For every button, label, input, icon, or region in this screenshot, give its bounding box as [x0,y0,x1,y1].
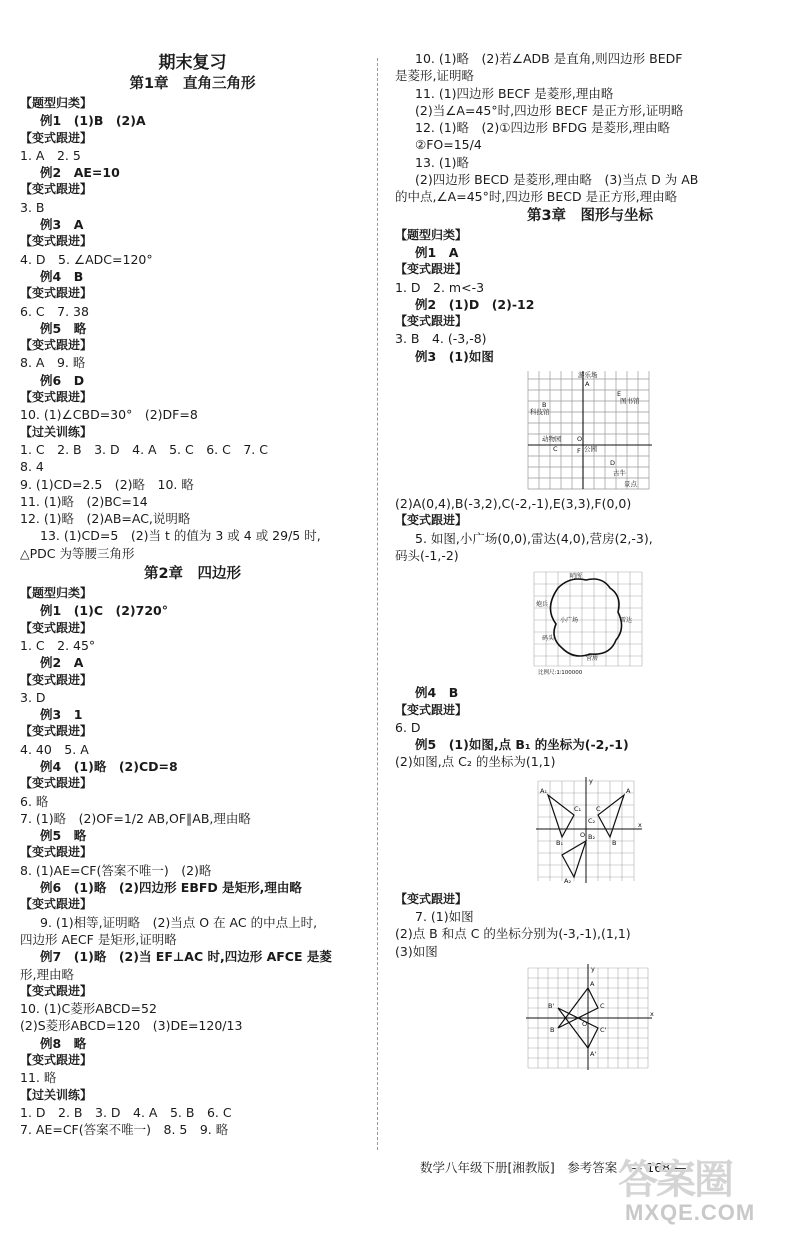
fig3-label-x: x [638,820,642,829]
answer-line: 7. (1)略 (2)OF=1/2 AB,OF∥AB,理由略 [20,810,251,826]
answer-line: 7. AE=CF(答案不唯一) 8. 5 9. 略 [20,1122,229,1138]
chapter2-title: 第2章 四边形 [143,566,242,583]
example-answer: 例6 D [40,372,85,388]
answer-line: △PDC 为等腰三角形 [20,545,135,561]
section-tag: 【变式跟进】 [20,286,93,301]
fig1-label-place5: 公园 [584,445,597,454]
fig2-label-2: 炮兵 [536,601,549,609]
answer-line: 1. D 2. B 3. D 4. A 5. B 6. C [20,1104,232,1120]
answer-line: 12. (1)略 (2)AB=AC,说明略 [20,511,191,527]
answer-line: 4. D 5. ∠ADC=120° [20,251,153,267]
section-tag: 【变式跟进】 [20,983,93,998]
fig1-label-place4: 动物园 [542,435,562,444]
fig4-label-y: y [591,964,595,973]
fig4-label-C2: C' [600,1025,607,1034]
section-tag: 【变式跟进】 [20,620,93,635]
fig1-label-O: O [577,435,583,444]
section-tag: 【题型归类】 [20,96,93,110]
section-tag: 【变式跟进】 [20,776,93,791]
section-tag: 【变式跟进】 [395,262,468,277]
answer-line: (3)如图 [395,943,438,959]
fig3-label-C2: C₂ [588,816,596,825]
fig1-label-place7: 景点 [624,480,637,489]
fig1-label-F: F [577,447,581,456]
section-tag: 【过关训练】 [20,424,93,439]
example-answer: 例4 B [415,685,459,701]
answer-line: (2)如图,点 C₂ 的坐标为(1,1) [395,754,556,770]
fig4-label-A2: A' [590,1049,597,1058]
fig3-label-A2: A₂ [564,876,572,885]
answer-line: (2)当∠A=45°时,四边形 BECF 是正方形,证明略 [415,102,684,118]
example-answer: 例1 A [415,244,459,260]
answer-line: 11. 略 [20,1070,57,1086]
answer-line: 形,理由略 [20,966,74,982]
page-footer: 数学八年级下册[湘教版] 参考答案 — 168 — [420,1160,687,1175]
example-answer: 例2 (1)D (2)-12 [415,296,535,312]
section-tag: 【题型归类】 [20,586,93,601]
answer-line: 11. (1)略 (2)BC=14 [20,493,148,509]
section-tag: 【变式跟进】 [20,338,93,353]
fig3-label-C1: C₁ [574,804,582,813]
chapter1-answers [20,95,365,562]
answer-line: 12. (1)略 (2)①四边形 BFDG 是菱形,理由略 [415,120,670,136]
figure-reflection [524,964,656,1072]
chapter3-answers-b [395,495,785,564]
watermark-logo: 答案圈 [618,1157,732,1203]
section-tag: 【变式跟进】 [395,702,468,717]
answer-line: 13. (1)CD=5 (2)当 t 的值为 3 或 4 或 29/5 时, [40,528,321,544]
example-answer: 例4 (1)略 (2)CD=8 [40,758,178,774]
answer-line: 8. 4 [20,459,44,475]
fig3-label-A: A [626,786,631,795]
section-tag: 【变式跟进】 [20,390,93,405]
answer-line: 5. 如图,小广场(0,0),雷达(4,0),营房(2,-3), [415,530,653,546]
answer-line: (2)A(0,4),B(-3,2),C(-2,-1),E(3,3),F(0,0) [395,496,632,512]
answer-line: 的中点,∠A=45°时,四边形 BECD 是正方形,理由略 [395,189,678,205]
column-divider [377,58,378,1150]
example-answer: 例3 (1)如图 [415,348,494,364]
section-tag: 【变式跟进】 [20,130,93,145]
answer-line: 13. (1)略 [415,154,470,170]
figure-triangle-transform [534,775,646,887]
section-tag: 【题型归类】 [395,227,468,242]
chapter3-title: 第3章 图形与坐标 [526,207,654,224]
section-tag: 【变式跟进】 [395,891,468,906]
fig3-label-B: B [612,838,617,847]
answer-line: 6. C 7. 38 [20,303,89,319]
answer-line: 四边形 AECF 是矩形,证明略 [20,931,177,947]
fig1-label-place3: 科技馆 [530,408,550,417]
answer-line: 7. (1)如图 [415,909,474,925]
fig1-label-A: A [585,380,590,389]
example-answer: 例2 AE=10 [40,165,120,181]
left-column [20,50,365,1139]
answer-line: 6. D [395,719,421,735]
section-tag: 【过关训练】 [20,1087,93,1102]
answer-line: 11. (1)四边形 BECF 是菱形,理由略 [415,85,614,101]
answer-line: 1. C 2. B 3. D 4. A 5. C 6. C 7. C [20,441,268,457]
fig2-label-5: 营房 [586,655,599,663]
answer-line: 是菱形,证明略 [395,68,474,84]
fig1-label-D: D [610,459,616,468]
answer-line: 6. 略 [20,793,49,809]
fig4-label-B: B [550,1025,555,1034]
section-tag: 【变式跟进】 [395,513,468,528]
fig3-label-C: C [596,804,601,813]
section-tag: 【变式跟进】 [20,672,93,687]
watermark-url: MXQE.COM [625,1200,756,1225]
answer-line: 10. (1)C菱形ABCD=52 [20,1001,157,1017]
example-answer: 例5 (1)如图,点 B₁ 的坐标为(-2,-1) [415,737,629,753]
fig3-label-O: O [580,830,586,839]
answer-line: 9. (1)相等,证明略 (2)当点 O 在 AC 的中点上时, [40,914,318,930]
answer-line: 3. B 4. (-3,-8) [395,331,487,347]
fig2-label-1: 哨所 [570,573,583,581]
fig4-label-O: O [582,1019,588,1028]
fig3-label-y: y [589,776,593,785]
fig1-label-place6: 古牛 [613,469,626,478]
answer-line: (2)S菱形ABCD=120 (3)DE=120/13 [20,1018,243,1034]
fig2-scale: 比例尺:1∶100000 [538,670,583,677]
section-tag: 【变式跟进】 [20,845,93,860]
example-answer: 例8 略 [40,1035,87,1051]
figure-island-map [530,568,650,680]
answer-line: 1. A 2. 5 [20,147,81,163]
example-answer: 例6 (1)略 (2)四边形 EBFD 是矩形,理由略 [40,880,302,896]
fig1-label-C: C [553,445,558,454]
answer-line: 3. D [20,689,46,705]
fig3-label-A1: A₁ [540,786,548,795]
section-tag: 【变式跟进】 [20,897,93,912]
fig2-label-3: 小广场 [560,617,579,625]
fig1-label-B: B [542,401,547,410]
example-answer: 例1 (1)B (2)A [40,113,146,129]
chapter3-answers-d [395,891,785,960]
answer-line: 4. 40 5. A [20,741,89,757]
answer-line: 1. C 2. 45° [20,637,96,653]
fig1-label-E: E [617,390,622,399]
fig2-label-6: 雷达 [620,617,633,625]
fig3-label-B1: B₁ [556,838,564,847]
example-answer: 例5 略 [40,828,87,844]
fig1-label-place2: 图书馆 [620,397,640,406]
chapter1-title: 第1章 直角三角形 [129,76,256,92]
answer-line: 8. A 9. 略 [20,355,86,371]
answer-line: (2)四边形 BECD 是菱形,理由略 (3)当点 D 为 AB [415,172,699,188]
answer-line: 3. B [20,199,45,215]
answer-line: 10. (1)略 (2)若∠ADB 是直角,则四边形 BEDF [415,51,683,66]
section-tag: 【变式跟进】 [20,1053,93,1068]
answer-line: ②FO=15/4 [415,137,482,153]
fig4-label-x: x [650,1009,654,1018]
example-answer: 例1 (1)C (2)720° [40,603,168,619]
answer-line: (2)点 B 和点 C 的坐标分别为(-3,-1),(1,1) [395,926,631,942]
section-tag: 【变式跟进】 [20,234,93,249]
section-tag: 【变式跟进】 [20,724,93,739]
example-answer: 例5 略 [40,320,87,336]
section-tag: 【变式跟进】 [20,182,93,197]
right-column [395,50,785,1076]
example-answer: 例4 B [40,268,84,284]
example-answer: 例3 A [40,217,84,233]
section-tag: 【变式跟进】 [395,314,468,329]
chapter3-answers-c [395,684,785,770]
fig4-label-C: C [600,1001,605,1010]
answer-line: 9. (1)CD=2.5 (2)略 10. 略 [20,476,194,492]
answer-line: 码头(-1,-2) [395,547,459,563]
fig3-label-B2: B₂ [588,832,596,841]
chapter2-continued-answers [395,50,785,206]
fig4-label-A: A [590,979,595,988]
fig2-label-4: 码头 [542,635,555,643]
answer-line: 10. (1)∠CBD=30° (2)DF=8 [20,407,198,423]
example-answer: 例2 A [40,655,84,671]
figure-coordinate-map [520,369,660,491]
answer-line: 1. D 2. m<-3 [395,279,485,295]
section-title: 期末复习 [158,53,227,73]
example-answer: 例3 1 [40,707,83,723]
fig4-label-B2: B' [548,1001,555,1010]
chapter2-answers [20,585,365,1139]
fig1-label-place1: 游乐场 [578,371,598,380]
chapter3-answers-a [395,227,785,365]
example-answer: 例7 (1)略 (2)当 EF⊥AC 时,四边形 AFCE 是菱 [40,949,332,965]
answer-line: 8. (1)AE=CF(答案不唯一) (2)略 [20,862,212,878]
